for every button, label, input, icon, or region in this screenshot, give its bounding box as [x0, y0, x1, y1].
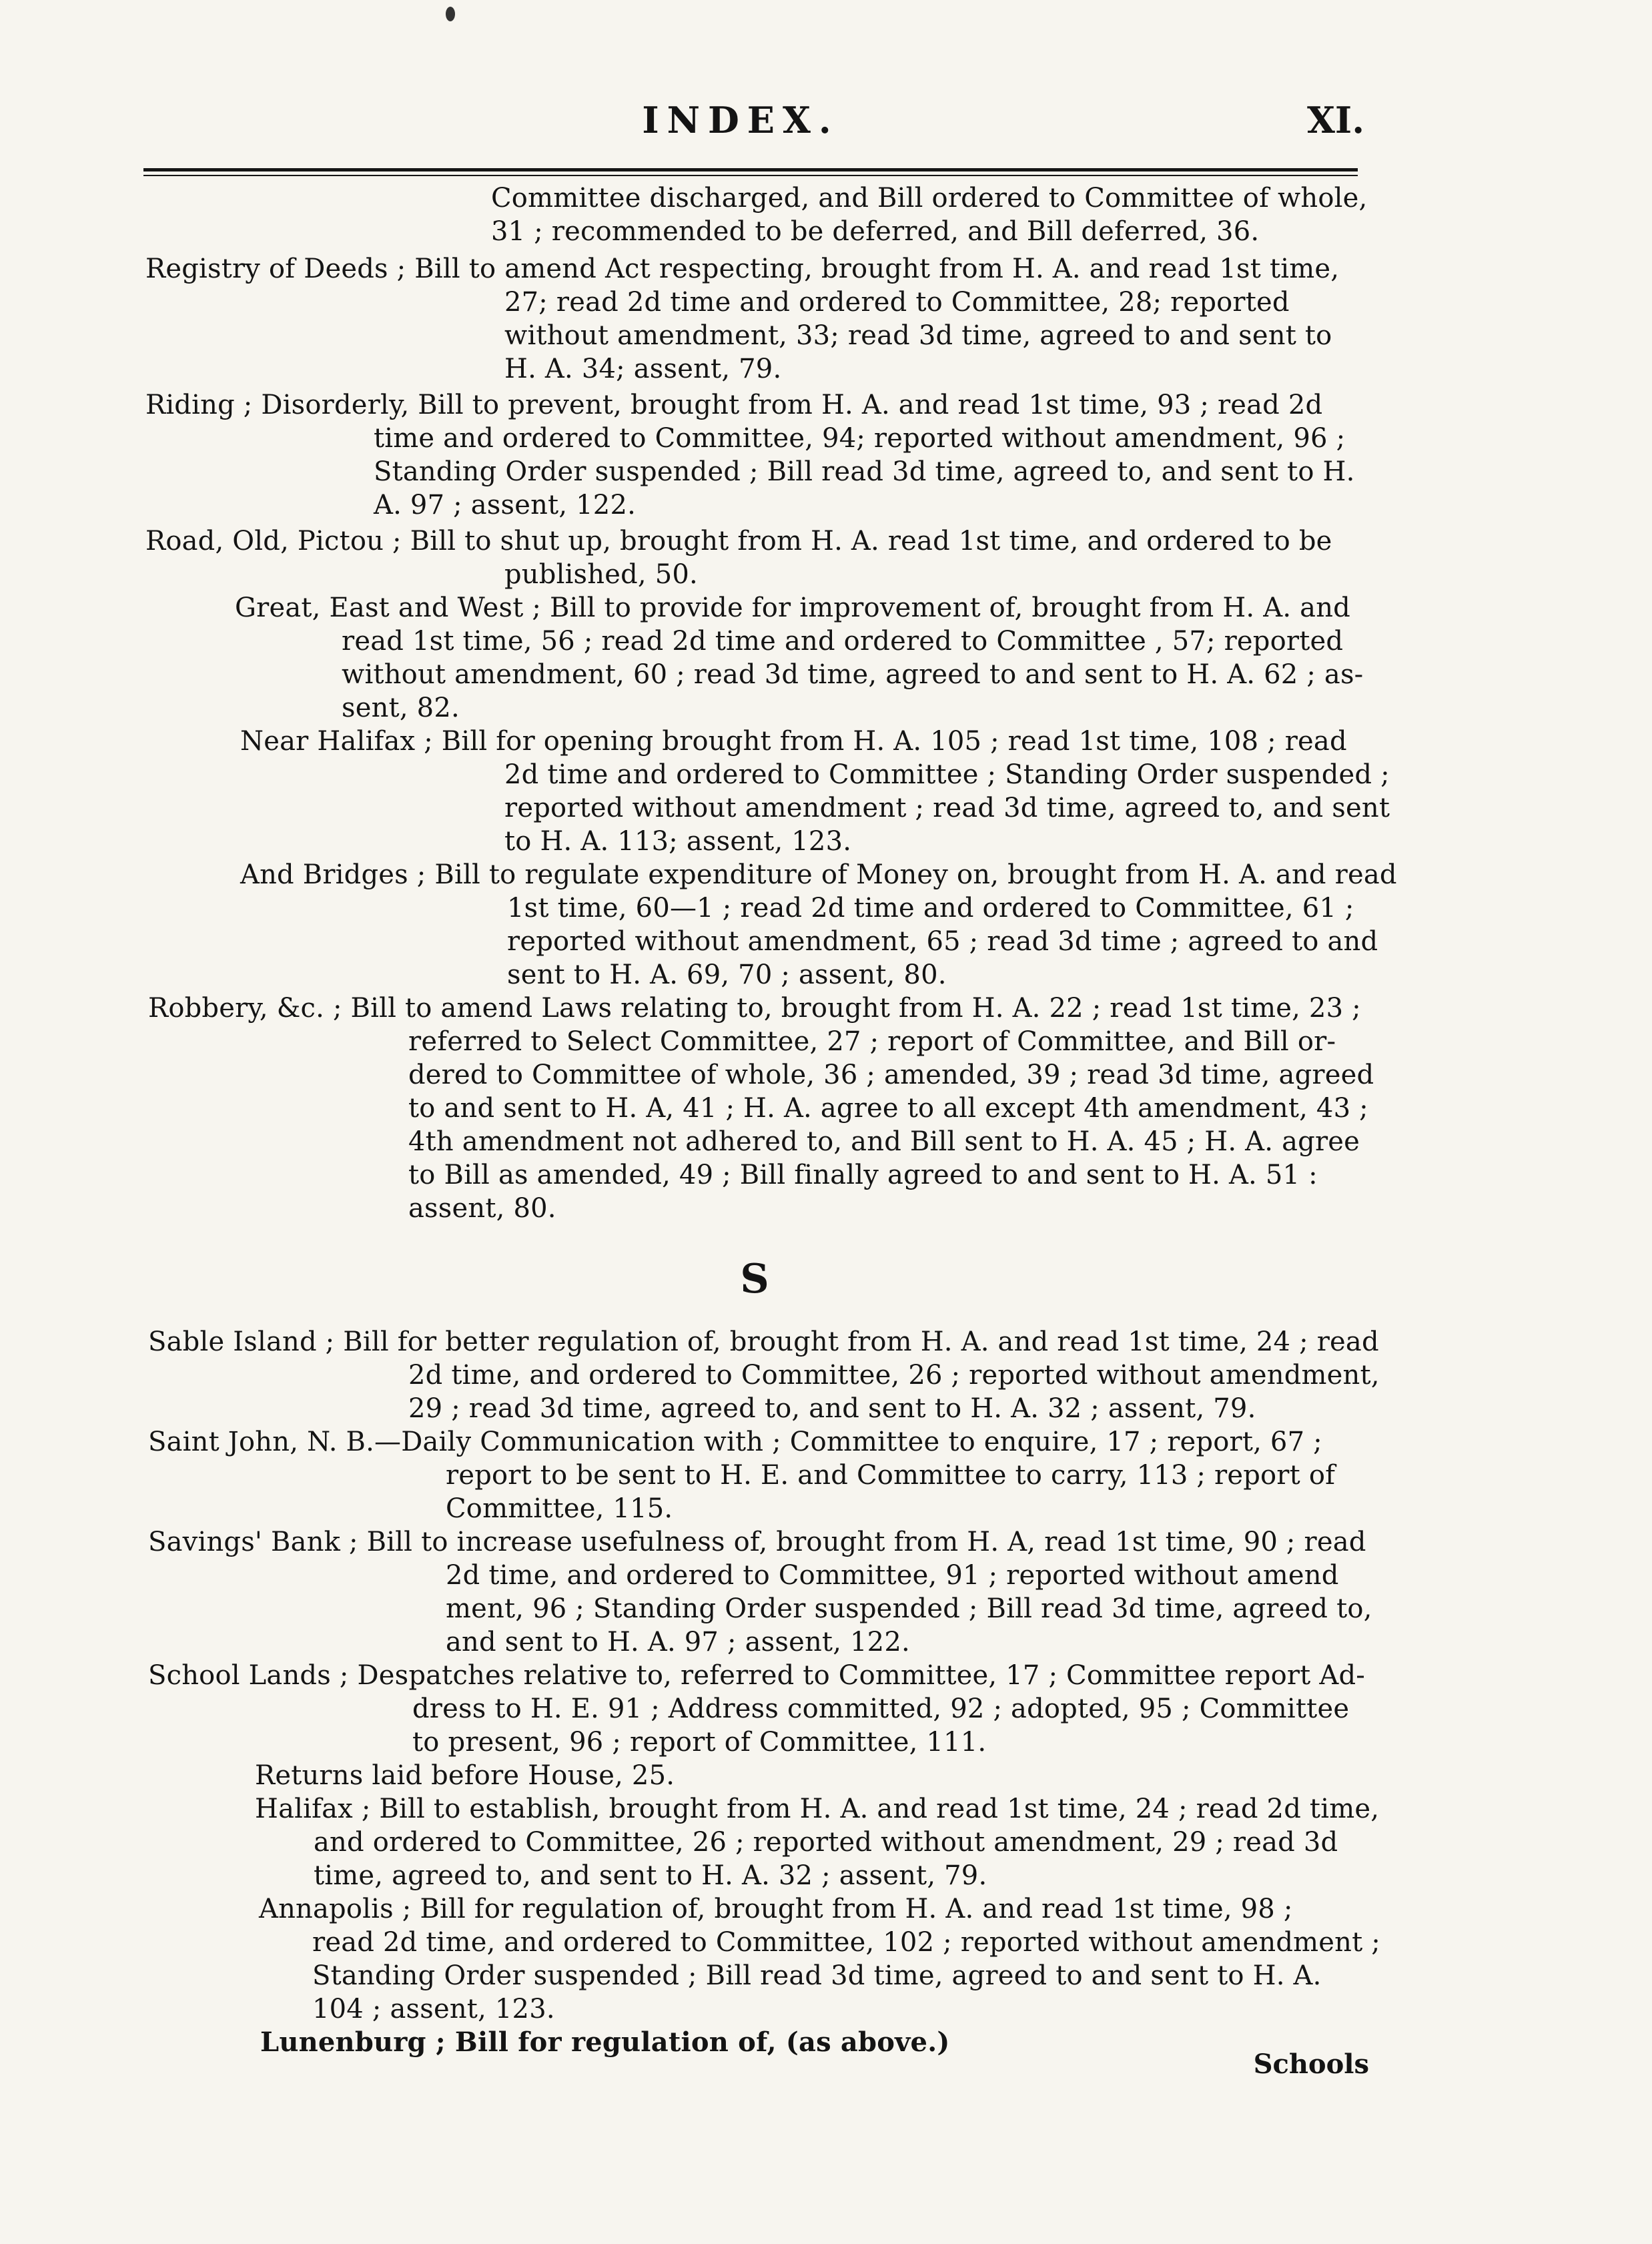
index-line: 104 ; assent, 123. — [312, 1994, 555, 2024]
index-line: published, 50. — [504, 559, 698, 590]
index-line: read 2d time, and ordered to Committee, 102 ; reported without amendment ; — [312, 1927, 1380, 1958]
index-line: 27; read 2d time and ordered to Committee, 28; reported — [504, 287, 1290, 318]
index-line: to H. A. 113; assent, 123. — [504, 826, 852, 857]
header-rule-thick — [143, 168, 1358, 171]
index-line: Savings' Bank ; Bill to increase usefulness of, brought from H. A, read 1st time, 90 ; read — [148, 1527, 1366, 1557]
index-line: 1st time, 60—1 ; read 2d time and ordered to Committee, 61 ; — [507, 893, 1354, 923]
section-letter: S — [740, 1256, 769, 1302]
index-line: time and ordered to Committee, 94; reported without amendment, 96 ; — [374, 423, 1346, 454]
index-line: assent, 80. — [408, 1193, 556, 1224]
page-number: XI. — [1307, 99, 1364, 141]
index-line: reported without amendment ; read 3d time, agreed to, and sent — [504, 793, 1390, 823]
index-line: read 1st time, 56 ; read 2d time and ordered to Committee , 57; reported — [342, 626, 1344, 657]
index-line: Riding ; Disorderly, Bill to prevent, brought from H. A. and read 1st time, 93 ; read 2d — [145, 390, 1323, 420]
index-line: to present, 96 ; report of Committee, 111. — [412, 1727, 987, 1758]
index-line: Near Halifax ; Bill for opening brought from H. A. 105 ; read 1st time, 108 ; read — [240, 726, 1347, 757]
index-line: time, agreed to, and sent to H. A. 32 ; assent, 79. — [314, 1860, 987, 1891]
index-line: H. A. 34; assent, 79. — [504, 354, 782, 384]
index-line: and sent to H. A. 97 ; assent, 122. — [446, 1627, 910, 1657]
index-line: sent to H. A. 69, 70 ; assent, 80. — [507, 960, 947, 990]
index-line: Halifax ; Bill to establish, brought from H. A. and read 1st time, 24 ; read 2d time, — [255, 1794, 1380, 1824]
index-line: without amendment, 33; read 3d time, agreed to and sent to — [504, 320, 1332, 351]
ink-blot — [446, 7, 455, 21]
index-line: dered to Committee of whole, 36 ; amended, 39 ; read 3d time, agreed — [408, 1060, 1374, 1090]
index-line: Committee discharged, and Bill ordered to Committee of whole, — [491, 183, 1368, 214]
index-line: 29 ; read 3d time, agreed to, and sent to H. A. 32 ; assent, 79. — [408, 1393, 1256, 1424]
catchword: Schools — [1253, 2048, 1369, 2080]
index-line: 31 ; recommended to be deferred, and Bill deferred, 36. — [491, 216, 1260, 247]
header-rule-thin — [143, 175, 1358, 176]
index-line: Saint John, N. B.—Daily Communication with ; Committee to enquire, 17 ; report, 67 ; — [148, 1427, 1322, 1457]
index-line: Returns laid before House, 25. — [255, 1760, 675, 1791]
index-line: and ordered to Committee, 26 ; reported without amendment, 29 ; read 3d — [314, 1827, 1338, 1858]
index-line: Great, East and West ; Bill to provide for improvement of, brought from H. A. and — [235, 593, 1350, 623]
index-line: Lunenburg ; Bill for regulation of, (as above.) — [260, 2026, 950, 2058]
index-line: And Bridges ; Bill to regulate expenditure of Money on, brought from H. A. and read — [240, 859, 1397, 890]
index-line: to and sent to H. A, 41 ; H. A. agree to all except 4th amendment, 43 ; — [408, 1093, 1368, 1124]
index-line: sent, 82. — [342, 693, 460, 723]
index-line: to Bill as amended, 49 ; Bill finally agreed to and sent to H. A. 51 : — [408, 1160, 1318, 1190]
index-line: Annapolis ; Bill for regulation of, brought from H. A. and read 1st time, 98 ; — [259, 1894, 1293, 1924]
index-line: 2d time and ordered to Committee ; Standing Order suspended ; — [504, 759, 1390, 790]
index-line: 2d time, and ordered to Committee, 91 ; reported without amend — [446, 1560, 1339, 1591]
index-line: Standing Order suspended ; Bill read 3d time, agreed to, and sent to H. — [374, 456, 1355, 487]
index-line: Committee, 115. — [446, 1493, 673, 1524]
index-line: without amendment, 60 ; read 3d time, agreed to and sent to H. A. 62 ; as- — [342, 659, 1364, 690]
page-title: INDEX. — [642, 99, 839, 141]
index-line: Standing Order suspended ; Bill read 3d time, agreed to and sent to H. A. — [312, 1960, 1322, 1991]
index-line: A. 97 ; assent, 122. — [374, 490, 637, 520]
index-line: referred to Select Committee, 27 ; report of Committee, and Bill or- — [408, 1026, 1336, 1057]
index-line: report to be sent to H. E. and Committee to carry, 113 ; report of — [446, 1460, 1336, 1491]
index-line: Registry of Deeds ; Bill to amend Act respecting, brought from H. A. and read 1st time, — [145, 254, 1340, 284]
index-line: dress to H. E. 91 ; Address committed, 92 ; adopted, 95 ; Committee — [412, 1694, 1350, 1724]
index-line: 4th amendment not adhered to, and Bill sent to H. A. 45 ; H. A. agree — [408, 1126, 1360, 1157]
index-line: Robbery, &c. ; Bill to amend Laws relating to, brought from H. A. 22 ; read 1st time, 23 ; — [148, 993, 1361, 1024]
index-line: ment, 96 ; Standing Order suspended ; Bill read 3d time, agreed to, — [446, 1593, 1372, 1624]
index-line: School Lands ; Despatches relative to, referred to Committee, 17 ; Committee report Ad- — [148, 1660, 1365, 1691]
index-line: Sable Island ; Bill for better regulation of, brought from H. A. and read 1st time, 24 ; read — [148, 1327, 1379, 1357]
index-line: 2d time, and ordered to Committee, 26 ; reported without amendment, — [408, 1360, 1380, 1391]
index-line: reported without amendment, 65 ; read 3d time ; agreed to and — [507, 926, 1378, 957]
index-line: Road, Old, Pictou ; Bill to shut up, brought from H. A. read 1st time, and ordered to be — [145, 526, 1332, 556]
